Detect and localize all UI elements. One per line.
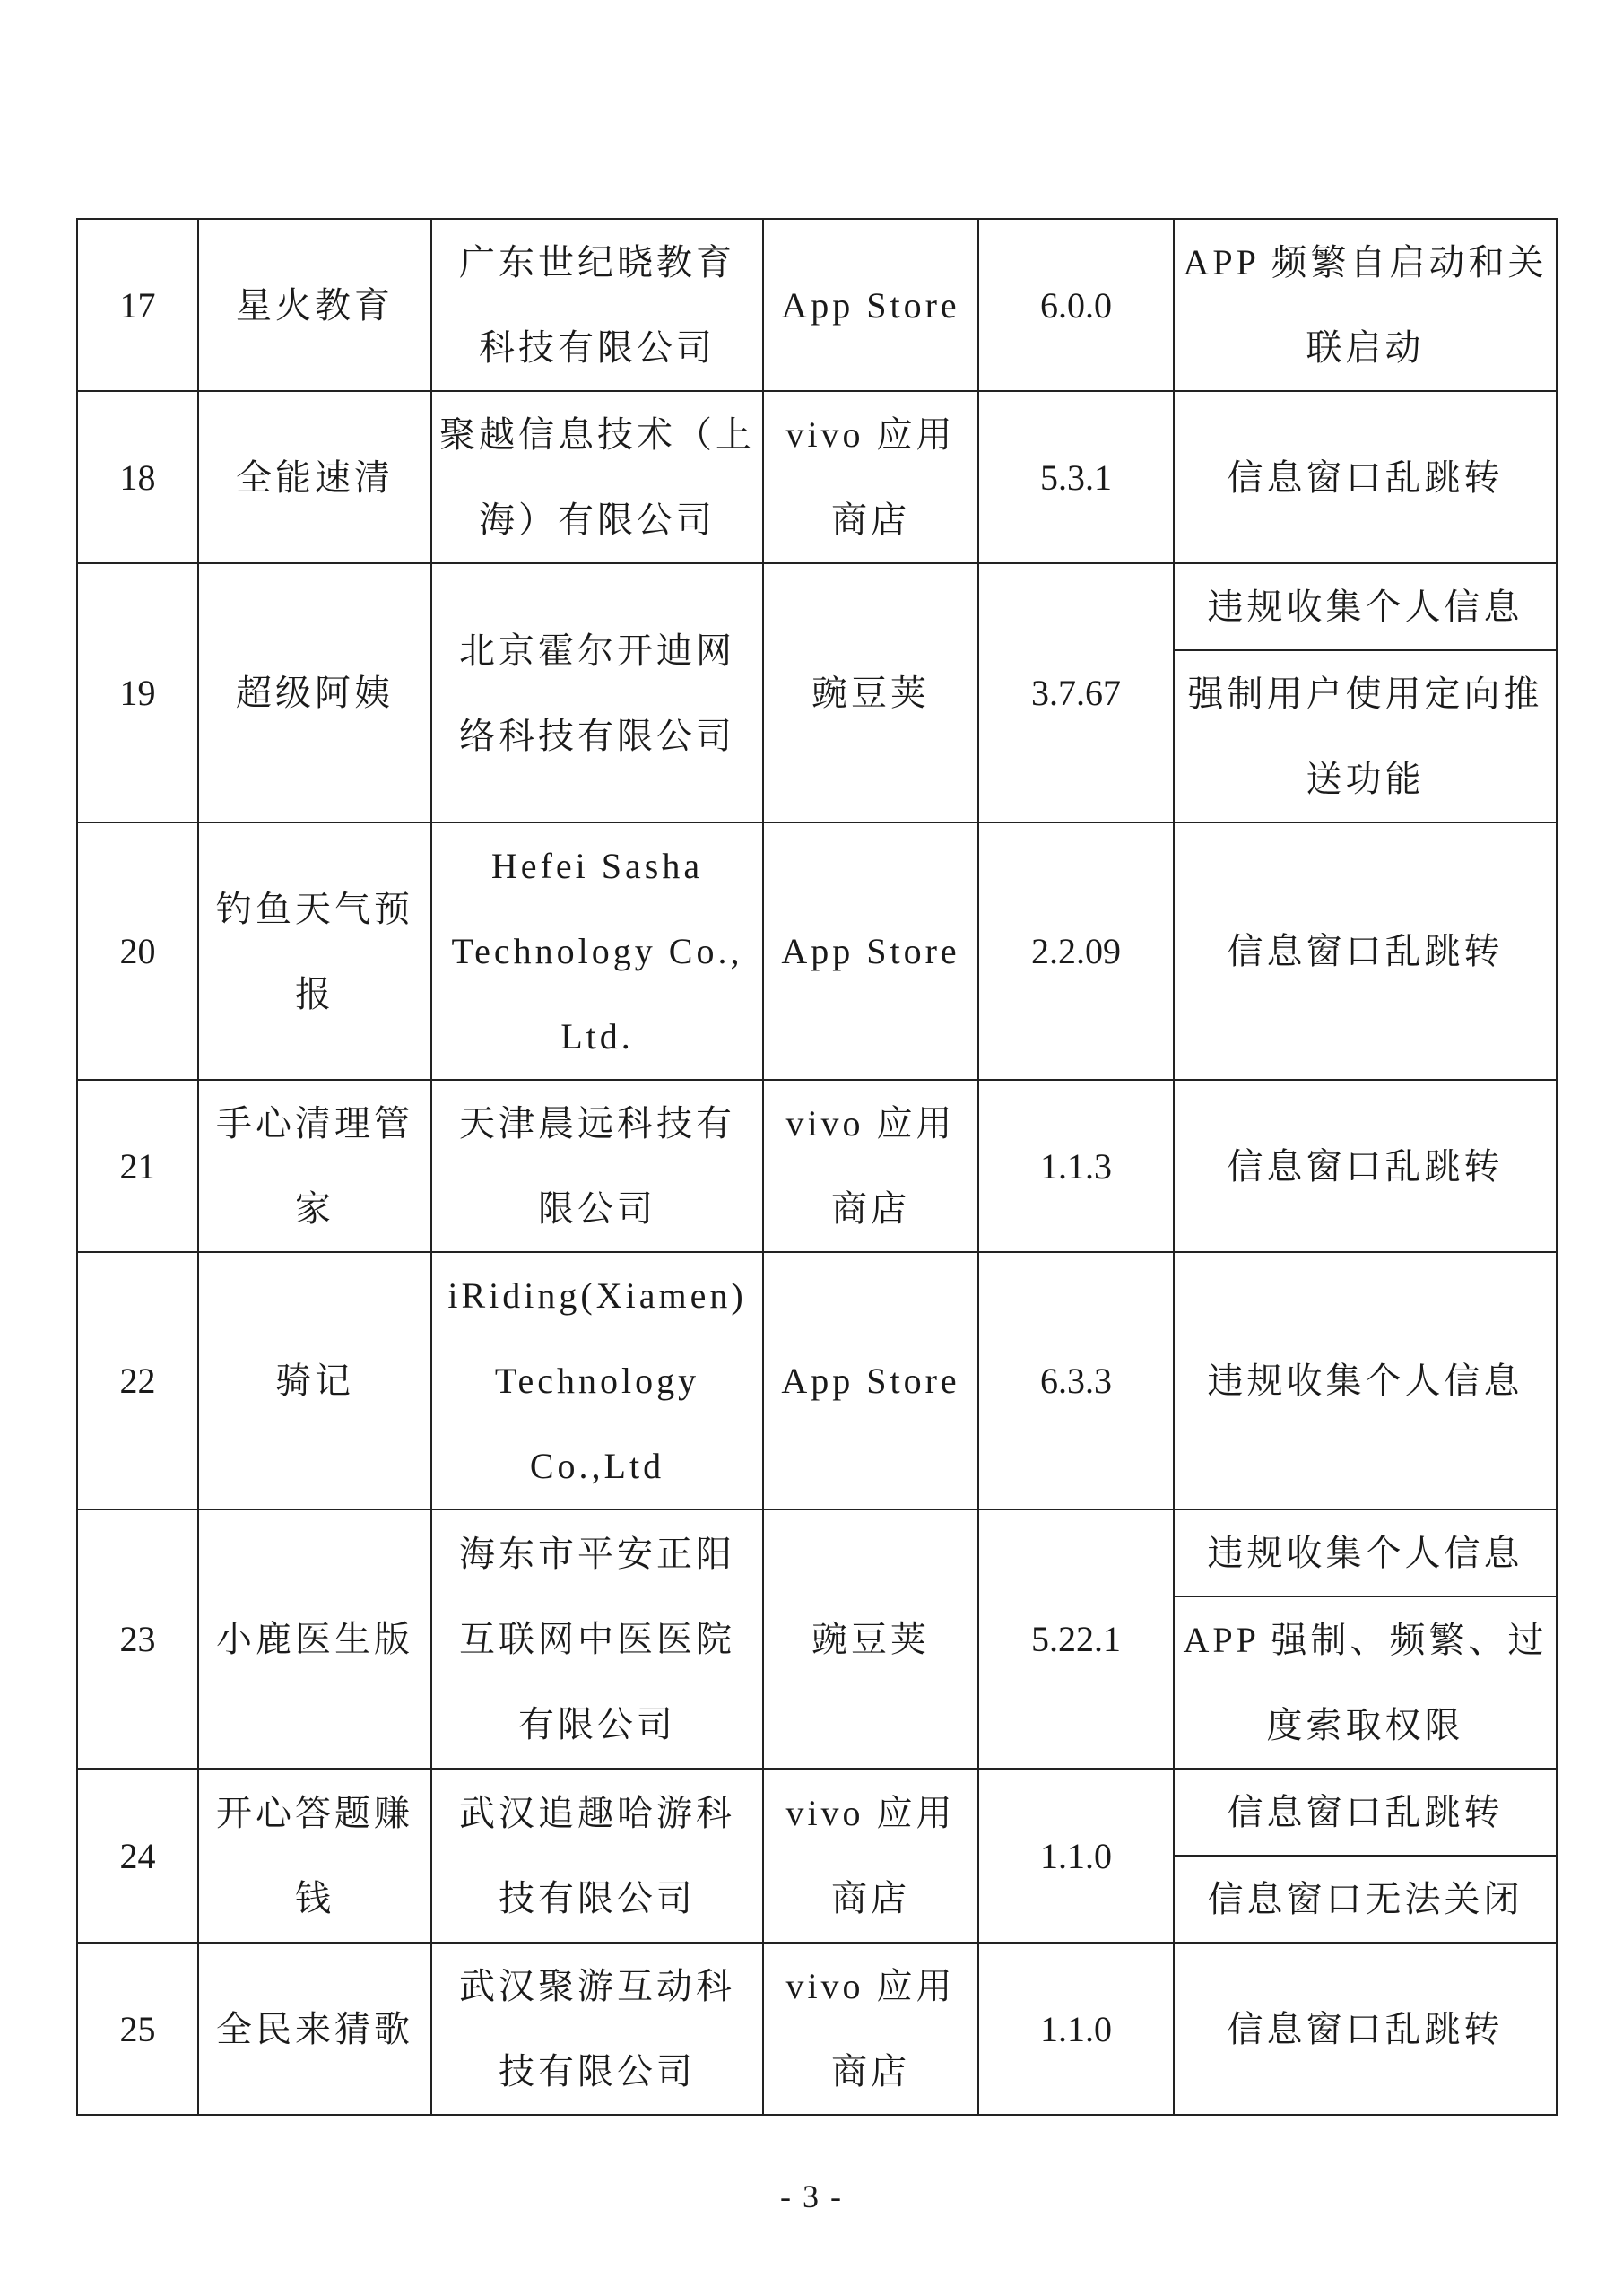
app-store-cell <box>763 1769 978 1943</box>
app-name-cell <box>198 1509 431 1769</box>
developer-cell <box>431 1080 763 1252</box>
table-row <box>77 1080 1557 1252</box>
table-row <box>77 391 1557 563</box>
app-store-cell <box>763 563 978 822</box>
row-number-cell: 17 <box>77 219 198 391</box>
page-number: - 3 - <box>780 2179 843 2214</box>
row-number-cell: 23 <box>77 1509 198 1769</box>
cell-line: 违规收集个人信息 <box>1207 1533 1523 1573</box>
table-row <box>77 1769 1557 1856</box>
table-row <box>77 1943 1557 2115</box>
cell-line: 家 <box>295 1188 334 1229</box>
cell-line: 钱 <box>295 1878 334 1918</box>
cell-line: 信息窗口乱跳转 <box>1227 2008 1504 2049</box>
cell-line: 广东世纪晓教育 <box>459 242 735 283</box>
version-cell: 5.3.1 <box>978 391 1174 563</box>
issue-cell <box>1174 1252 1557 1509</box>
cell-line: iRiding(Xiamen) <box>447 1275 747 1316</box>
issue-cell <box>1174 1769 1557 1856</box>
issue-cell <box>1174 822 1557 1080</box>
cell-line: 全民来猜歌 <box>216 2008 413 2049</box>
app-name-cell <box>198 822 431 1080</box>
issue-cell <box>1174 219 1557 391</box>
developer-cell <box>431 219 763 391</box>
issue-cell <box>1174 391 1557 563</box>
developer-cell <box>431 1943 763 2115</box>
table-row <box>77 1252 1557 1509</box>
cell-line: 武汉聚游互动科 <box>459 1966 735 2006</box>
cell-line: 信息窗口乱跳转 <box>1227 1792 1504 1832</box>
cell-line: 钓鱼天气预 <box>216 888 413 929</box>
app-store-cell <box>763 1509 978 1769</box>
cell-line: App Store <box>781 931 960 971</box>
table-row <box>77 219 1557 391</box>
cell-line: 商店 <box>831 2051 910 2092</box>
app-violation-table <box>76 218 1558 2116</box>
cell-line: 强制用户使用定向推 <box>1187 674 1543 714</box>
cell-line: 北京霍尔开迪网 <box>459 630 735 671</box>
issue-cell <box>1174 563 1557 650</box>
app-store-cell <box>763 391 978 563</box>
cell-line: 全能速清 <box>236 457 394 498</box>
cell-line: 信息窗口乱跳转 <box>1227 1145 1504 1187</box>
cell-line: 信息窗口乱跳转 <box>1227 931 1504 971</box>
cell-line: 报 <box>295 973 334 1014</box>
cell-line: Technology Co., <box>451 931 743 971</box>
table-row <box>77 822 1557 1080</box>
issue-cell <box>1174 1943 1557 2115</box>
cell-line: vivo 应用 <box>785 1966 956 2006</box>
cell-line: Co.,Ltd <box>529 1446 665 1486</box>
cell-line: 络科技有限公司 <box>459 715 735 756</box>
cell-line: vivo 应用 <box>785 1103 956 1144</box>
cell-line: 超级阿姨 <box>236 673 394 713</box>
cell-line: 手心清理管 <box>216 1103 413 1144</box>
cell-line: App Store <box>781 1361 960 1401</box>
cell-line: 送功能 <box>1306 759 1425 799</box>
app-name-cell <box>198 1080 431 1252</box>
cell-line: 科技有限公司 <box>479 327 716 368</box>
cell-line: APP 频繁自启动和关 <box>1183 242 1548 283</box>
cell-line: APP 强制、频繁、过 <box>1183 1620 1548 1660</box>
version-cell: 5.22.1 <box>978 1509 1174 1769</box>
cell-line: 海）有限公司 <box>479 500 716 540</box>
cell-line: 开心答题赚 <box>216 1793 413 1833</box>
cell-line: 武汉追趣哈游科 <box>459 1793 735 1833</box>
row-number-cell: 25 <box>77 1943 198 2115</box>
cell-line: 信息窗口乱跳转 <box>1227 457 1504 498</box>
table-row <box>77 563 1557 650</box>
cell-line: 互联网中医医院 <box>459 1619 735 1659</box>
issue-cell <box>1174 1080 1557 1252</box>
app-store-cell <box>763 1080 978 1252</box>
cell-line: 商店 <box>831 1878 910 1918</box>
app-store-cell <box>763 1943 978 2115</box>
cell-line: 信息窗口无法关闭 <box>1207 1879 1523 1919</box>
app-name-cell <box>198 219 431 391</box>
row-number-cell: 20 <box>77 822 198 1080</box>
cell-line: 商店 <box>831 1188 910 1229</box>
version-cell: 2.2.09 <box>978 822 1174 1080</box>
app-name-cell <box>198 1943 431 2115</box>
cell-line: Hefei Sasha <box>490 846 704 886</box>
cell-line: 违规收集个人信息 <box>1207 587 1523 627</box>
issue-cell <box>1174 1856 1557 1943</box>
app-name-cell <box>198 563 431 822</box>
developer-cell <box>431 563 763 822</box>
developer-cell <box>431 822 763 1080</box>
cell-line: App Store <box>781 284 960 326</box>
version-cell: 3.7.67 <box>978 563 1174 822</box>
app-store-cell <box>763 1252 978 1509</box>
cell-line: 商店 <box>831 500 910 540</box>
developer-cell <box>431 1769 763 1943</box>
cell-line: vivo 应用 <box>785 1793 956 1833</box>
developer-cell <box>431 1252 763 1509</box>
cell-line: 星火教育 <box>236 284 394 326</box>
cell-line: 联启动 <box>1306 327 1425 368</box>
cell-line: 限公司 <box>538 1188 656 1229</box>
version-cell: 6.3.3 <box>978 1252 1174 1509</box>
row-number-cell: 22 <box>77 1252 198 1509</box>
app-name-cell <box>198 1769 431 1943</box>
issue-cell <box>1174 1596 1557 1769</box>
cell-line: 度索取权限 <box>1266 1705 1464 1745</box>
table-body <box>77 219 1557 2115</box>
row-number-cell: 18 <box>77 391 198 563</box>
cell-line: 技有限公司 <box>499 1878 696 1918</box>
cell-line: 天津晨远科技有 <box>459 1103 735 1144</box>
version-cell: 1.1.0 <box>978 1769 1174 1943</box>
row-number-cell: 24 <box>77 1769 198 1943</box>
cell-line: 海东市平安正阳 <box>459 1534 735 1574</box>
cell-line: 技有限公司 <box>499 2051 696 2092</box>
issue-cell <box>1174 650 1557 822</box>
developer-cell <box>431 1509 763 1769</box>
cell-line: 违规收集个人信息 <box>1207 1361 1523 1401</box>
cell-line: 骑记 <box>275 1361 354 1401</box>
version-cell: 1.1.3 <box>978 1080 1174 1252</box>
version-cell: 6.0.0 <box>978 219 1174 391</box>
app-store-cell <box>763 822 978 1080</box>
developer-cell <box>431 391 763 563</box>
app-store-cell <box>763 219 978 391</box>
cell-line: 豌豆荚 <box>812 673 930 713</box>
app-name-cell <box>198 1252 431 1509</box>
cell-line: vivo 应用 <box>785 414 956 455</box>
row-number-cell: 21 <box>77 1080 198 1252</box>
table-row <box>77 1509 1557 1596</box>
row-number-cell: 19 <box>77 563 198 822</box>
version-cell: 1.1.0 <box>978 1943 1174 2115</box>
cell-line: 小鹿医生版 <box>216 1619 413 1659</box>
cell-line: 豌豆荚 <box>812 1619 930 1659</box>
cell-line: 有限公司 <box>518 1704 676 1744</box>
cell-line: Ltd. <box>560 1016 634 1057</box>
cell-line: Technology <box>494 1361 700 1401</box>
issue-cell <box>1174 1509 1557 1596</box>
cell-line: 聚越信息技术（上 <box>439 414 755 455</box>
app-name-cell <box>198 391 431 563</box>
